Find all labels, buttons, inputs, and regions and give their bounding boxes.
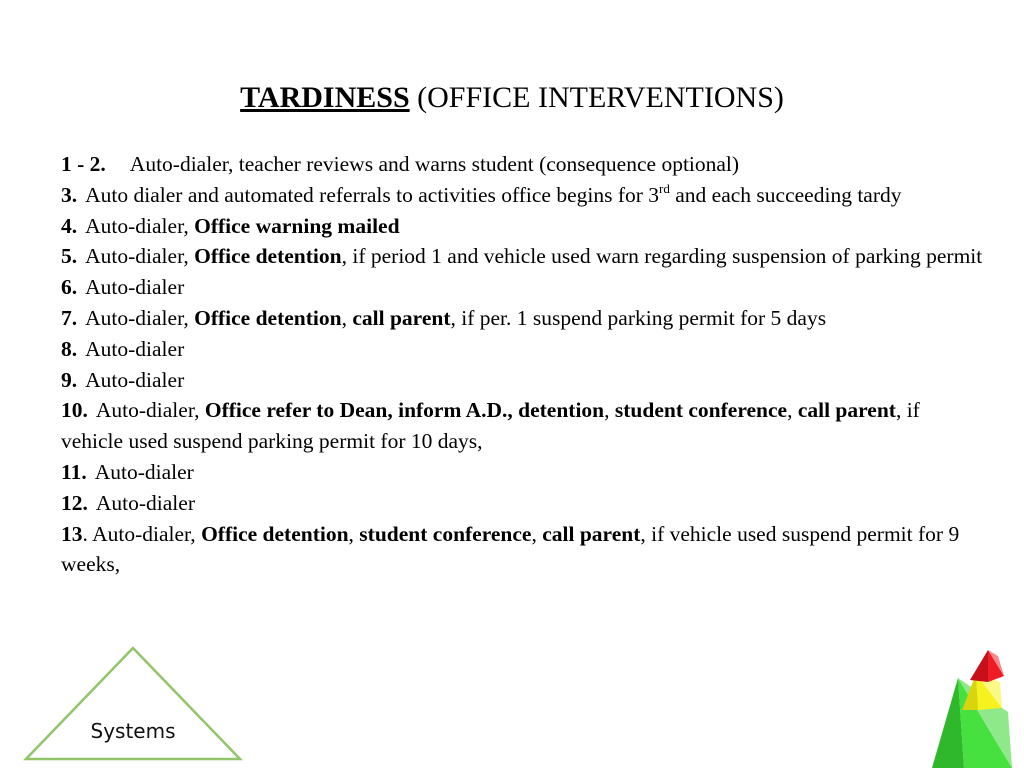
item-number: 9. — [61, 367, 78, 392]
item-text: Auto-dialer, — [95, 398, 205, 423]
bold-action: Office refer to Dean, inform A.D., detention — [204, 398, 605, 423]
item-text: , if per. 1 suspend parking permit for 5 days — [450, 305, 827, 330]
list-item — [61, 272, 986, 303]
item-number: 5. — [61, 244, 78, 269]
item-number: 12. — [61, 490, 88, 515]
item-text: , — [341, 305, 353, 330]
systems-triangle — [22, 645, 244, 763]
item-text: Auto-dialer — [85, 367, 185, 392]
list-item — [61, 395, 986, 457]
item-text: , if vehicle used suspend permit for 9 weeks, — [61, 521, 960, 577]
item-text: , — [348, 521, 360, 546]
bold-action: Office detention — [201, 521, 349, 546]
title-sub: (OFFICE INTERVENTIONS) — [417, 81, 784, 114]
item-text: Auto-dialer, teacher reviews and warns student (consequence optional) — [129, 152, 740, 176]
bold-action: Office detention — [194, 244, 342, 269]
item-text: Auto-dialer — [85, 275, 185, 300]
systems-triangle-icon — [22, 645, 244, 763]
list-item — [61, 488, 986, 519]
item-number: 4. — [61, 213, 78, 238]
ordinal-suffix: rd — [659, 180, 670, 196]
item-number: 8. — [61, 336, 78, 361]
item-text: Auto-dialer, — [85, 213, 195, 238]
item-text: . Auto-dialer, — [82, 521, 202, 546]
list-item — [61, 180, 986, 211]
systems-label: Systems — [90, 719, 176, 743]
list-item — [61, 303, 986, 334]
item-text: Auto-dialer — [94, 459, 194, 484]
bold-action: call parent — [797, 398, 896, 423]
item-text: , — [787, 398, 798, 423]
item-number: 6. — [61, 275, 78, 300]
title-main: TARDINESS — [240, 81, 410, 114]
item-text: , — [531, 521, 543, 546]
list-item — [61, 519, 986, 581]
tiered-pyramid-icon — [926, 646, 1024, 768]
item-number: 11. — [61, 459, 87, 484]
item-text: , — [604, 398, 615, 423]
item-number: 1 - 2. — [61, 152, 106, 176]
list-item — [61, 365, 986, 396]
bold-action: Office warning mailed — [194, 213, 400, 238]
item-text: Auto dialer and automated referrals to activities office begins for 3 — [85, 182, 660, 207]
item-text: Auto-dialer, — [85, 244, 195, 269]
list-item — [61, 241, 986, 272]
list-item — [61, 149, 986, 180]
item-number: 7. — [61, 305, 78, 330]
bold-action: Office detention — [194, 305, 342, 330]
slide-title — [0, 80, 1024, 116]
bold-action: student conference — [614, 398, 788, 423]
bold-action: student conference — [359, 521, 532, 546]
bold-action: call parent — [352, 305, 451, 330]
item-text: Auto-dialer — [85, 336, 185, 361]
item-number: 13 — [61, 521, 83, 546]
item-number: 3. — [61, 182, 78, 207]
list-item — [61, 457, 986, 488]
list-item — [61, 334, 986, 365]
item-text: , if period 1 and vehicle used warn regarding suspension of parking permit — [341, 244, 983, 269]
bold-action: call parent — [542, 521, 641, 546]
item-text: Auto-dialer, — [85, 305, 195, 330]
list-item — [61, 211, 986, 242]
intervention-list — [61, 149, 986, 580]
item-text: Auto-dialer — [95, 490, 195, 515]
item-text: and each succeeding tardy — [669, 182, 902, 207]
item-number: 10. — [61, 398, 88, 423]
item-text: , if vehicle used suspend parking permit for 10 days, — [61, 398, 920, 454]
